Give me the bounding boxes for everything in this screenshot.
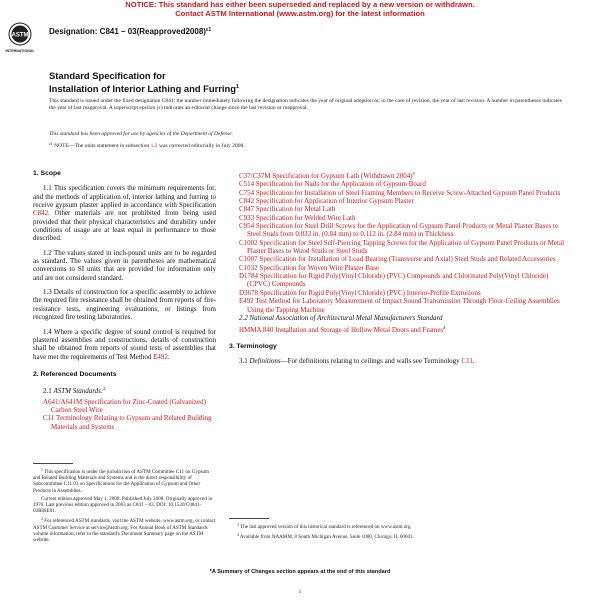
ref-item[interactable]: C514 Specification for Nails for the Application of Gypsum Board (239, 180, 426, 189)
ref-item[interactable]: C1002 Specification for Steel Self-Piercing Tapping Screws for the Application of Gypsum Panel Products or Metal Plaster Bases to Wood Studs or Steel Studs (239, 238, 565, 256)
footnote-divider (229, 518, 269, 519)
astm-logo-icon (7, 22, 33, 54)
prefatory-note: This standard is issued under the fixed designation C841; the number immediately following the designation indicates the year of original adoption or, in the case of revision, the year of last revision. A number in parentheses indicates the year of last reapproval. A superscript epsilon (ε) indicates an editorial change since the last revision or reapproval. (49, 98, 562, 112)
summary-of-changes-note: *A Summary of Changes section appears at the end of this standard (209, 569, 391, 575)
astm-standards-subhead: 2.1 ASTM Standards:$^2$ (43, 386, 106, 396)
ref-item[interactable]: D3678 Specification for Rigid Poly(Vinyl Chloride) (PVC) Interior-Profile Extrusions (239, 288, 481, 297)
right-ref-list (239, 170, 567, 314)
ref-item[interactable]: C1032 Specification for Woven Wire Plaster Base (239, 263, 380, 272)
right-column (229, 170, 567, 371)
scope-1-1: 1.1 This specification covers the minimum requirements for, and the methods of application of, interior lathing and furring to receive gypsum plaster applied in accordance with Specification C842. Other materials are not prohibited from being used provided that their physical characteristics and durability under conditions of usage are at least equal in performance to those described. (33, 184, 216, 243)
ref-item[interactable]: C933 Specification for Welded Wire Lath (239, 213, 356, 222)
footnotes-right (229, 518, 567, 542)
footnote: $^3$ The last approved version of this historical standard is referenced on www.astm.org. (237, 523, 412, 530)
ref-item[interactable]: C11 Terminology Relating to Gypsum and Related Building Materials and Systems (43, 414, 212, 431)
terminology-3-1: 3.1 Definitions—For definitions relating to ceilings and walls see Terminology C11. (239, 356, 475, 365)
ref-item[interactable]: C847 Specification for Metal Lath (239, 205, 336, 214)
terminology-heading: 3. Terminology (229, 342, 277, 350)
page-number: 1 (298, 589, 302, 595)
ref-item[interactable]: C842 Specification for Application of Interior Gypsum Plaster (239, 197, 414, 206)
ref-item[interactable]: HMMA 840 Installation and Storage of Hollow Metal Doors and Frames$^4$ (239, 325, 446, 335)
link-c11[interactable]: C11 (461, 356, 473, 365)
ref-item[interactable]: A641/A641M Specification for Zinc-Coated (Galvanized) Carbon Steel Wire (43, 397, 206, 414)
footnote: Current edition approved May 1, 2008. Published July 2008. Originally approved in 1976. Last previous edition approved in 2003 as C841 – 03. DOI: 10.1520/C0841-03R08E01. (33, 495, 213, 515)
refs-heading: 2. Referenced Documents (33, 370, 117, 378)
notice-line-2: Contact ASTM International (www.astm.org) for the latest information (175, 9, 425, 18)
footnote: $^1$ This specification is under the jurisdiction of ASTM Committee C11 on Gypsum and Related Building Materials and Systems and is the direct responsibility of Subcommittee C11.03 on Specifications for the Application of Gypsum and Other Products in Assemblies. (33, 468, 210, 494)
link-e492[interactable]: E492 (153, 352, 168, 361)
ref-item[interactable]: D1784 Specification for Rigid Poly(Vinyl Chloride) (PVC) Compounds and Chlorinated Poly(Vinyl Chloride) (CPVC) Compounds (239, 272, 549, 289)
ref-item[interactable]: E492 Test Method for Laboratory Measurement of Impact Sound Transmission Through Floor-Ceiling Assemblies Using the Tapping Machine (239, 297, 560, 314)
link-c842[interactable]: C842 (33, 209, 49, 218)
designation: Designation: C841 – 03(Reapproved2008)$^{\varepsilon 1}$ (49, 27, 212, 36)
left-ref-list (43, 398, 216, 431)
footnotes-left (33, 463, 216, 545)
ref-item[interactable]: C1007 Specification for Installation of Load Bearing (Transverse and Axial) Steel Studs and Related Accessories (239, 255, 556, 264)
svg-text:ASTM: ASTM (11, 32, 29, 39)
scope-1-2: 1.2 The values stated in inch-pound units are to be regarded as standard. The values given in parentheses are mathematical conversions to SI units that are provided for information only and are not considered standard. (33, 248, 216, 282)
editorial-note: $^{\varepsilon 1}$ NOTE—The units statement in subsection 1.2 was corrected editorially in July 2008. (49, 141, 245, 149)
scope-heading: 1. Scope (33, 170, 61, 177)
scope-1-4: 1.4 Where a specific degree of sound control is required for plastered assemblies and constructions, details of construction shall be obtained from reports of sound tests of assemblies that have met the requirements of Test Method E492. (33, 327, 216, 361)
footnote: $^4$ Available from NAAMM, 8 South Michigan Avenue, Suite 1000, Chicago, IL 60603. (237, 533, 414, 541)
naamm-subhead: 2.2 National Association of Architectural Metal Manufacturers Standard (239, 313, 443, 322)
ref-item[interactable]: C37/C37M Specification for Gypsum Lath (Withdrawn 2004)$^3$ (239, 171, 415, 180)
footnote: $^2$ For referenced ASTM standards, visit the ASTM website, www.astm.org, or contact ASTM Customer Service at service@astm.org. For Annual Book of ASTM Standards volume information, refer to the standard's Document Summary page on the ASTM website. (33, 517, 216, 544)
withdrawal-notice (0, 0, 600, 18)
notice-line-1: NOTICE: This standard has either been superseded and replaced by a new version or withdrawn. (125, 0, 475, 9)
document-title: Standard Specification for Installation of Interior Lathing and Furring$^1$ (49, 70, 240, 94)
footnote-divider (33, 463, 73, 464)
link-1-2[interactable]: 1.2 (150, 143, 158, 149)
naamm-ref-list (239, 324, 567, 334)
scope-1-3: 1.3 Details of construction for a specific assembly to achieve the required fire resistance shall be obtained from reports of fire-resistance tests, engineering evaluations, or listings from recognized fire testing laboratories. (33, 288, 216, 322)
ref-item[interactable]: C754 Specification for Installation of Steel Framing Members to Receive Screw-Attached Gypsum Panel Products (239, 188, 561, 197)
svg-text:INTERNATIONAL: INTERNATIONAL (5, 49, 35, 53)
ref-item[interactable]: C954 Specification for Steel Drill Screws for the Application of Gypsum Panel Products or Metal Plaster Bases to Steel Studs from 0.033 in. (0.84 mm) to 0.112 in. (2.84 mm) in Thickness (239, 222, 559, 239)
dod-approval-note: This standard has been approved for use by agencies of the Department of Defense. (49, 131, 234, 137)
